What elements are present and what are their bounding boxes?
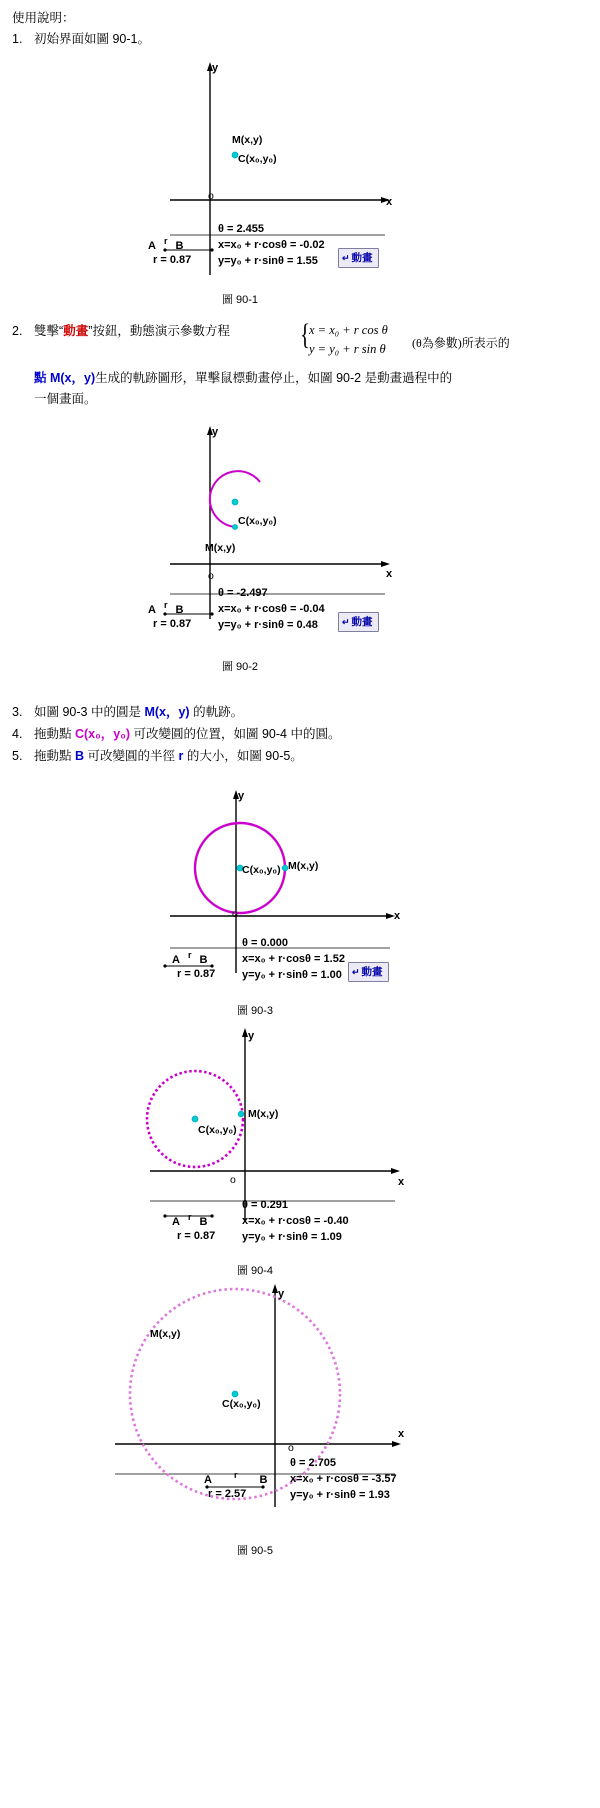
step-2-line2 (34, 368, 589, 386)
figure-90-4 (120, 1026, 420, 1226)
figure-90-5-origin-label: o (288, 1442, 294, 1454)
figure-90-3-animate-label: 動畫 (361, 966, 383, 978)
step-1-text: 初始界面如圖 90-1。 (34, 32, 150, 46)
animate-arrow-icon: ↵ (342, 253, 350, 263)
step-4-a: 拖動點 (34, 727, 75, 741)
system-eq-line2: y = y₀ + r sin θ (309, 342, 386, 356)
step-5-e: 的大小，如圖 90-5。 (183, 749, 303, 763)
step-4-c: 可改變圓的位置，如圖 90-4 中的圓。 (130, 727, 341, 741)
step-4-b: C(x₀，y₀) (74, 727, 131, 741)
step-2-quote-open: “ (59, 324, 64, 338)
intro-text: 使用說明： (12, 11, 75, 25)
step-3-b: M(x，y) (144, 705, 190, 719)
step-3-c: 的軌跡。 (189, 705, 244, 719)
figure-90-1-point-m: M(x,y) (232, 134, 263, 146)
figure-90-2-label-a: A (148, 604, 156, 616)
figure-90-3-point-m: M(x,y) (288, 860, 319, 872)
step-4 (12, 725, 572, 744)
figure-90-3-eq-y: y=y₀ + r·sinθ = 1.00 (242, 968, 342, 981)
figure-90-4-label-a: A (172, 1216, 180, 1228)
figure-90-3-origin-label: o (232, 908, 238, 920)
step-5-a: 拖動點 (34, 749, 75, 763)
figure-90-1-label-a: A (148, 240, 156, 252)
figure-90-5-label-b: B (259, 1474, 268, 1486)
figure-90-2-caption: 圖 90-2 (221, 661, 259, 673)
figure-90-4-equations (242, 1198, 349, 1246)
figure-90-3-label-b: B (199, 954, 208, 966)
figure-90-4-label-r: r (187, 1212, 192, 1222)
figure-90-1-animate-button[interactable] (338, 248, 379, 268)
figure-90-4-y-label: y (248, 1030, 255, 1042)
figure-90-2-equations (218, 586, 325, 634)
figure-90-1-label-b: B (175, 240, 184, 252)
step-2-line3: 一個畫面。 (34, 392, 97, 406)
figure-90-3-eq-theta: θ = 0.000 (242, 937, 289, 949)
figure-90-1-eq-theta: θ = 2.455 (218, 223, 265, 235)
step-2-line2-rest: 生成的軌跡圖形，單擊鼠標動畫停止，如圖 90-2 是動畫過程中的 (95, 371, 453, 385)
figure-90-1-label-r: r (163, 236, 168, 246)
figure-90-1-eq-y: y=y₀ + r·sinθ = 1.55 (218, 254, 318, 267)
figure-90-5-r-value: r = 2.57 (208, 1488, 247, 1500)
figure-90-3-eq-x: x=x₀ + r·cosθ = 1.52 (242, 952, 345, 965)
figure-90-2-eq-y: y=y₀ + r·sinθ = 0.48 (218, 618, 318, 631)
figure-90-1-r-value: r = 0.87 (153, 254, 192, 266)
figure-90-5-point-c: C(x₀,y₀) (222, 1398, 261, 1410)
figure-90-3-animate-button[interactable] (348, 962, 389, 982)
system-brace: { (300, 318, 311, 351)
figure-90-3-caption: 圖 90-3 (236, 1005, 274, 1017)
figure-90-5-label-a: A (204, 1474, 212, 1486)
figure-90-2-label-b: B (175, 604, 184, 616)
figure-90-2-eq-x: x=x₀ + r·cosθ = -0.04 (218, 602, 325, 615)
step-4-number: 4. (12, 727, 23, 741)
figure-90-5-point-m: M(x,y) (150, 1328, 181, 1340)
step-2-number: 2. (12, 324, 23, 338)
figure-90-3-equations (242, 936, 345, 984)
figure-90-2-label-r: r (163, 600, 168, 610)
figure-90-4-x-label: x (398, 1176, 405, 1188)
figure-90-2-point-m: M(x,y) (205, 542, 236, 554)
figure-90-4-point-m: M(x,y) (248, 1108, 279, 1120)
figure-90-1-eq-x: x=x₀ + r·cosθ = -0.02 (218, 238, 325, 251)
figure-90-3-x-label: x (394, 910, 401, 922)
figure-90-3-label-r: r (187, 950, 192, 960)
figure-90-5-label-r: r (233, 1470, 238, 1480)
step-5-d: r (178, 749, 184, 763)
step-3-number: 3. (12, 705, 23, 719)
figure-90-4-r-value: r = 0.87 (177, 1230, 216, 1242)
figure-90-1-point-c: C(x₀,y₀) (238, 153, 277, 165)
figure-90-2-y-label: y (212, 426, 219, 438)
step-3-a: 如圖 90-3 中的圓是 (34, 705, 145, 719)
step-2-point-m: 點 M(x，y) (34, 371, 96, 385)
step-5 (12, 747, 572, 766)
figure-90-4-label-b: B (199, 1216, 208, 1228)
step-1 (12, 30, 572, 49)
figure-90-4-caption: 圖 90-4 (236, 1265, 274, 1277)
figure-90-4-origin-label: o (230, 1174, 236, 1186)
figure-90-5-eq-y: y=y₀ + r·sinθ = 1.93 (290, 1488, 390, 1501)
figure-90-4-eq-x: x=x₀ + r·cosθ = -0.40 (242, 1214, 349, 1227)
step-2-text-a: 雙擊 (34, 324, 60, 338)
figure-90-2-animate-label: 動畫 (351, 616, 373, 628)
figure-90-1-x-label: x (386, 196, 393, 208)
figure-90-3-r-value: r = 0.87 (177, 968, 216, 980)
figure-90-5-equations (290, 1456, 397, 1504)
system-eq-line1: x = x₀ + r cos θ (309, 323, 388, 337)
figure-90-4-eq-y: y=y₀ + r·sinθ = 1.09 (242, 1230, 342, 1243)
system-eq-note: (θ為參數)所表示的 (412, 336, 510, 350)
figure-90-5-x-label: x (398, 1428, 405, 1440)
figure-90-5-caption: 圖 90-5 (236, 1545, 274, 1557)
figure-90-2-eq-theta: θ = -2.497 (218, 587, 268, 599)
figure-90-2-point-c: C(x₀,y₀) (238, 515, 277, 527)
figure-90-5-eq-x: x=x₀ + r·cosθ = -3.57 (290, 1472, 397, 1485)
animate-arrow-icon-3: ↵ (352, 967, 360, 977)
animate-arrow-icon-2: ↵ (342, 617, 350, 627)
figure-90-2-origin-label: o (208, 570, 214, 582)
step-1-number: 1. (12, 32, 23, 46)
figure-90-4-eq-theta: θ = 0.291 (242, 1199, 289, 1211)
figure-90-2-animate-button[interactable] (338, 612, 379, 632)
figure-90-3-point-c: C(x₀,y₀) (242, 864, 281, 876)
step-2-text-b: 按鈕，動態演示參數方程 (92, 324, 230, 338)
step-3 (12, 703, 572, 722)
figure-90-1-equations (218, 222, 325, 270)
figure-90-5-y-label: y (278, 1288, 285, 1300)
figure-90-5-eq-theta: θ = 2.705 (290, 1457, 337, 1469)
figure-90-2-r-value: r = 0.87 (153, 618, 192, 630)
figure-90-1-origin-label: o (208, 190, 214, 202)
step-5-number: 5. (12, 749, 23, 763)
figure-90-4-point-c: C(x₀,y₀) (198, 1124, 237, 1136)
step-5-b: B (74, 749, 85, 763)
step-2-quote-close: ” (88, 324, 93, 338)
figure-90-3-y-label: y (238, 790, 245, 802)
figure-90-2-x-label: x (386, 568, 393, 580)
figure-90-1-animate-label: 動畫 (351, 252, 373, 264)
step-2-button-word: 動畫 (63, 324, 89, 338)
figure-90-3-label-a: A (172, 954, 180, 966)
figure-90-1-caption: 圖 90-1 (221, 294, 259, 306)
figure-90-1-y-label: y (212, 62, 219, 74)
step-5-c: 可改變圓的半徑 (84, 749, 179, 763)
